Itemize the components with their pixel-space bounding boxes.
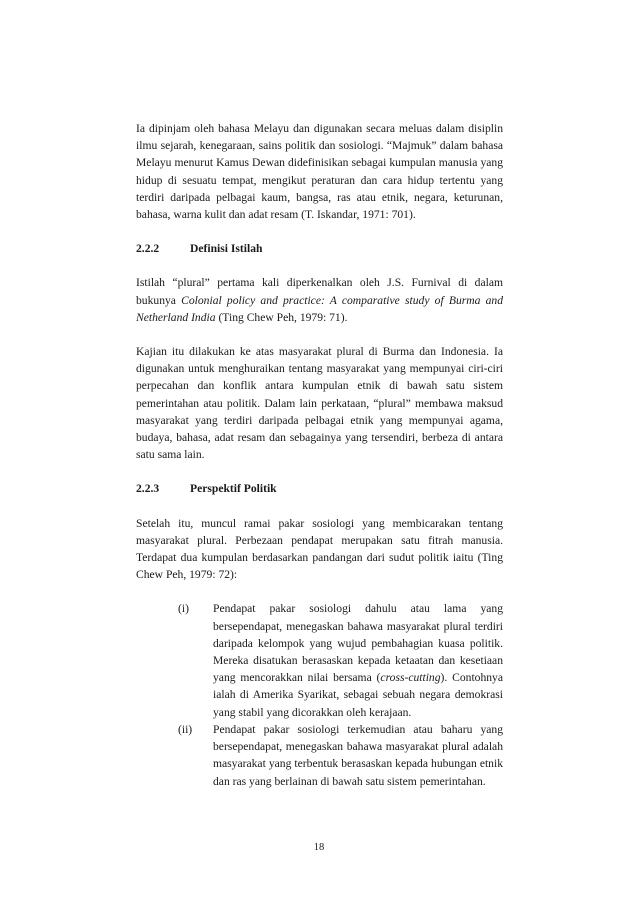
text-run: Istilah “plural” pertama kali diperkenalkan oleh J.S. Furnival di dalam bukunya xyxy=(136,276,503,307)
paragraph-plural-origin xyxy=(136,274,503,326)
paragraph-majmuk-definition: Ia dipinjam oleh bahasa Melayu dan digunakan secara meluas dalam disiplin ilmu sejarah, kenegaraan, sains politik dan sosiologi. “Majmuk” dalam bahasa Melayu menurut Kamus Dewan didefinisikan sebagai kumpulan manusia yang hidup di sesuatu tempat, mengikut peraturan dan cara hidup tertentu yang terdiri daripada pelbagai kaum, bangsa, ras atau etnik, negara, keturunan, bahasa, warna kulit dan adat resam (T. Iskandar, 1971: 701). xyxy=(136,122,503,222)
list-marker: (i) xyxy=(178,602,189,616)
section-title: Definisi Istilah xyxy=(190,242,263,256)
text-run: ). Contohnya ialah di Amerika Syarikat, sebagai sebuah negara demokrasi yang stabil yang dicorakkan oleh kerajaan. xyxy=(213,671,504,719)
paragraph-sosiologi-pakar: Setelah itu, muncul ramai pakar sosiologi yang membicarakan tentang masyarakat plural. Perbezaan pendapat merupakan satu fitrah manusia. Terdapat dua kumpulan berdasarkan pandangan dari sudut politik iaitu (Ting Chew Peh, 1979: 72): xyxy=(136,516,503,582)
list-item xyxy=(178,721,503,790)
text-run: Pendapat pakar sosiologi dahulu atau lama yang bersependapat, menegaskan bahawa masyarakat plural terdiri daripada kelompok yang wujud pembahagian kuasa politik. Mereka disatukan berasaskan kepada ketaatan dan kesetiaan yang mencorakkan nilai bersama ( xyxy=(213,602,503,685)
section-title: Perspektif Politik xyxy=(190,482,277,496)
section-heading-definisi-istilah xyxy=(136,240,503,257)
page-number: 18 xyxy=(313,842,325,853)
paragraph-burma-indonesia: Kajian itu dilakukan ke atas masyarakat plural di Burma dan Indonesia. Ia digunakan untuk menghuraikan tentang masyarakat yang mempunyai ciri-ciri perpecahan dan konflik antara kumpulan etnik di bawah satu sistem pemerintahan atau politik. Dalam lain perkataan, “plural” membawa maksud masyarakat yang terdiri daripada pelbagai etnik yang mempunyai agama, budaya, bahasa, adat resam dan sebagainya yang tersendiri, berbeza di antara satu sama lain. xyxy=(136,345,503,462)
list-item-text xyxy=(213,600,503,720)
text-run: Pendapat pakar sosiologi terkemudian atau baharu yang bersependapat, menegaskan bahawa masyarakat plural adalah masyarakat yang terbentuk berasaskan kepada hubungan etnik dan ras yang berlainan di bawah satu sistem pemerintahan. xyxy=(213,722,503,788)
list-item xyxy=(178,600,503,720)
list-marker: (ii) xyxy=(178,722,193,736)
list-item-text xyxy=(213,721,503,790)
section-number: 2.2.3 xyxy=(136,482,160,496)
italic-term: cross-cutting xyxy=(380,671,441,685)
section-heading-perspektif-politik xyxy=(136,480,503,497)
section-number: 2.2.2 xyxy=(136,242,160,256)
document-body xyxy=(136,120,503,790)
book-title: Colonial policy and practice: A comparative study of Burma and Netherland India xyxy=(136,293,504,324)
text-run: (Ting Chew Peh, 1979: 71). xyxy=(215,310,348,324)
